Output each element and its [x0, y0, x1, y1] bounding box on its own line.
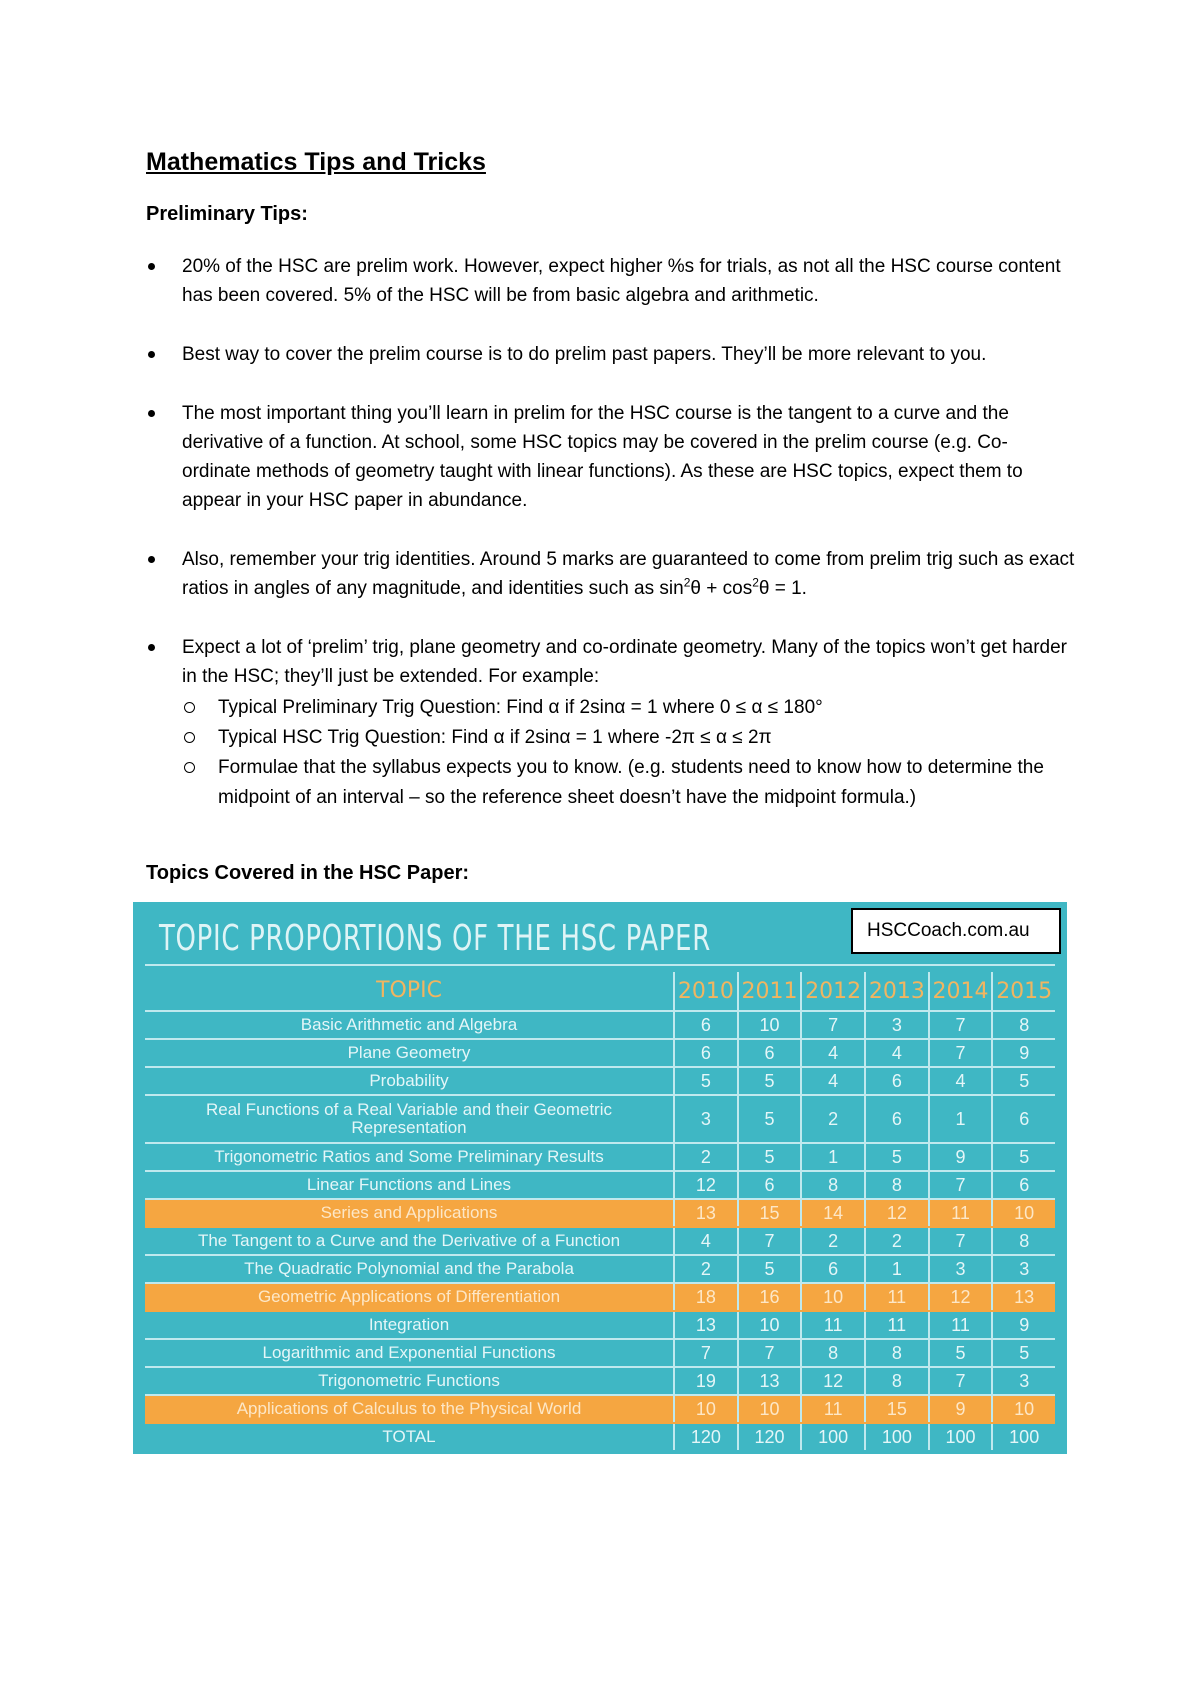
tip-text: The most important thing you’ll learn in prelim for the HSC course is the tangent to a curve and the derivative of a function. At school, some HSC topics may be covered in the prelim course (e.g. Co-ordinate methods of geometry taught with linear functions). As these are HSC topics, expect them to appear in your HSC paper in abundance.: [182, 403, 1023, 511]
mark-cell: 7: [930, 1228, 994, 1254]
mark-cell: 1: [802, 1144, 866, 1170]
mark-cell: 12: [675, 1172, 739, 1198]
mark-cell: 10: [739, 1012, 803, 1038]
mark-cell: 12: [802, 1368, 866, 1394]
year-column-header: 2011: [739, 972, 803, 1010]
mark-cell: 2: [802, 1228, 866, 1254]
topic-cell: Logarithmic and Exponential Functions: [145, 1340, 675, 1366]
mark-cell: 11: [930, 1200, 994, 1226]
example-item: Typical Preliminary Trig Question: Find α if 2sinα = 1 where 0 ≤ α ≤ 180°: [146, 693, 1076, 723]
preliminary-tips-heading: Preliminary Tips:: [146, 203, 308, 225]
mark-cell: 4: [802, 1040, 866, 1066]
topic-cell: Linear Functions and Lines: [145, 1172, 675, 1198]
trig-identity: $\sin^2\theta + \cos^2\theta = 1$.: [659, 575, 807, 599]
mark-cell: 10: [1014, 1398, 1035, 1419]
mark-cell: 13: [739, 1368, 803, 1394]
mark-cell: 5: [1019, 1146, 1030, 1167]
mark-cell: 8: [802, 1172, 866, 1198]
mark-cell: 1: [930, 1096, 994, 1142]
mark-cell: 6: [675, 1040, 739, 1066]
topic-proportions-infographic: [133, 902, 1067, 1454]
table-row: [145, 1312, 1055, 1340]
mark-cell: 7: [739, 1340, 803, 1366]
mark-cell: 7: [930, 1040, 994, 1066]
topic-cell: Integration: [145, 1312, 675, 1338]
total-label: TOTAL: [145, 1424, 675, 1450]
table-row: [145, 1172, 1055, 1200]
table-row: [145, 1228, 1055, 1256]
total-cell: 120: [675, 1424, 739, 1450]
mark-cell: 6: [1019, 1174, 1030, 1195]
tip-item: [146, 399, 1076, 515]
mark-cell: 7: [930, 1368, 994, 1394]
topic-cell: Plane Geometry: [145, 1040, 675, 1066]
tip-item: [146, 340, 1076, 369]
mark-cell: 5: [1019, 1070, 1030, 1091]
topics-heading: Topics Covered in the HSC Paper:: [146, 862, 470, 884]
mark-cell: 8: [866, 1340, 930, 1366]
table-row: [145, 1068, 1055, 1096]
mark-cell: 6: [866, 1096, 930, 1142]
mark-cell: 11: [866, 1312, 930, 1338]
topic-cell: Trigonometric Ratios and Some Preliminary Results: [145, 1144, 675, 1170]
mark-cell: 13: [675, 1312, 739, 1338]
mark-cell: 10: [739, 1396, 803, 1422]
year-column-header: 2013: [866, 972, 930, 1010]
mark-cell: 1: [866, 1256, 930, 1282]
bullet-icon: [148, 410, 155, 417]
table-row: [145, 1040, 1055, 1068]
table-row: [145, 1340, 1055, 1368]
mark-cell: 13: [1014, 1286, 1035, 1307]
highlighted-table-row: [145, 1284, 1055, 1312]
mark-cell: 4: [802, 1068, 866, 1094]
topic-column-header: TOPIC: [145, 972, 675, 1010]
mark-cell: 11: [802, 1396, 866, 1422]
mark-cell: 7: [930, 1172, 994, 1198]
mark-cell: 6: [675, 1012, 739, 1038]
mark-cell: 16: [739, 1284, 803, 1310]
tips-list: [146, 252, 1076, 813]
bullet-icon: [148, 644, 155, 651]
mark-cell: 11: [930, 1312, 994, 1338]
mark-cell: 3: [1019, 1370, 1030, 1391]
mark-cell: 8: [1019, 1014, 1030, 1035]
document-title: Mathematics Tips and Tricks: [146, 148, 486, 176]
mark-cell: 5: [866, 1144, 930, 1170]
topic-cell: Trigonometric Functions: [145, 1368, 675, 1394]
mark-cell: 18: [675, 1284, 739, 1310]
highlighted-table-row: [145, 1200, 1055, 1228]
mark-cell: 13: [675, 1200, 739, 1226]
table-row: [145, 1256, 1055, 1284]
mark-cell: 19: [675, 1368, 739, 1394]
year-column-header: 2014: [930, 972, 994, 1010]
tip-text: Best way to cover the prelim course is to do prelim past papers. They’ll be more relevant to you.: [182, 344, 987, 365]
mark-cell: 15: [739, 1200, 803, 1226]
mark-cell: 12: [866, 1200, 930, 1226]
tip-text: 20% of the HSC are prelim work. However, expect higher %s for trials, as not all the HSC course content has been covered. 5% of the HSC will be from basic algebra and arithmetic.: [182, 256, 1061, 306]
table-row: [145, 1144, 1055, 1172]
mark-cell: 15: [866, 1396, 930, 1422]
topic-cell: Probability: [145, 1068, 675, 1094]
topic-cell: The Tangent to a Curve and the Derivative of a Function: [145, 1228, 675, 1254]
mark-cell: 7: [675, 1340, 739, 1366]
mark-cell: 3: [930, 1256, 994, 1282]
total-row: [145, 1424, 1055, 1450]
total-cell: 100: [930, 1424, 994, 1450]
year-column-header: 2012: [802, 972, 866, 1010]
year-column-header: 2015: [996, 978, 1053, 1004]
tip-text: Also, remember your trig identities. Around 5 marks are guaranteed to come from prelim trig such as exact ratios in angles of any magnitude, and identities such as: [182, 549, 1075, 599]
mark-cell: 10: [675, 1396, 739, 1422]
mark-cell: 10: [802, 1284, 866, 1310]
topic-cell: Applications of Calculus to the Physical World: [145, 1396, 675, 1422]
mark-cell: 2: [802, 1096, 866, 1142]
mark-cell: 3: [675, 1096, 739, 1142]
infographic-title: TOPIC PROPORTIONS OF THE HSC PAPER: [159, 918, 711, 959]
mark-cell: 11: [802, 1312, 866, 1338]
mark-cell: 5: [739, 1256, 803, 1282]
tip-item: [146, 633, 1076, 813]
website-watermark: HSCCoach.com.au: [851, 908, 1061, 954]
mark-cell: 6: [1019, 1108, 1030, 1129]
mark-cell: 9: [930, 1144, 994, 1170]
mark-cell: 6: [739, 1040, 803, 1066]
mark-cell: 2: [675, 1256, 739, 1282]
mark-cell: 3: [1019, 1258, 1030, 1279]
circle-bullet-icon: [184, 702, 195, 713]
mark-cell: 4: [866, 1040, 930, 1066]
topic-cell: Series and Applications: [145, 1200, 675, 1226]
topic-cell: Geometric Applications of Differentiation: [145, 1284, 675, 1310]
mark-cell: 11: [866, 1284, 930, 1310]
table-header-row: [145, 972, 1055, 1012]
example-item: Typical HSC Trig Question: Find α if 2sinα = 1 where -2π ≤ α ≤ 2π: [146, 723, 1076, 753]
example-item: Formulae that the syllabus expects you to know. (e.g. students need to know how to determine the midpoint of an interval – so the reference sheet doesn’t have the midpoint formula.): [146, 753, 1076, 813]
tip-item: [146, 252, 1076, 310]
mark-cell: 14: [802, 1200, 866, 1226]
mark-cell: 5: [739, 1144, 803, 1170]
mark-cell: 9: [930, 1396, 994, 1422]
mark-cell: 4: [675, 1228, 739, 1254]
mark-cell: 7: [739, 1228, 803, 1254]
mark-cell: 2: [675, 1144, 739, 1170]
mark-cell: 6: [802, 1256, 866, 1282]
table-row: [145, 1012, 1055, 1040]
mark-cell: 6: [866, 1068, 930, 1094]
bullet-icon: [148, 556, 155, 563]
year-column-header: 2010: [675, 972, 739, 1010]
circle-bullet-icon: [184, 732, 195, 743]
tip-item: [146, 545, 1076, 603]
header-divider: [145, 964, 1055, 966]
mark-cell: 5: [930, 1340, 994, 1366]
mark-cell: 10: [739, 1312, 803, 1338]
bullet-icon: [148, 263, 155, 270]
circle-bullet-icon: [184, 762, 195, 773]
topic-cell: Real Functions of a Real Variable and their Geometric Representation: [145, 1096, 675, 1142]
mark-cell: 3: [866, 1012, 930, 1038]
bullet-icon: [148, 351, 155, 358]
mark-cell: 5: [739, 1096, 803, 1142]
topic-cell: Basic Arithmetic and Algebra: [145, 1012, 675, 1038]
mark-cell: 2: [866, 1228, 930, 1254]
total-cell: 120: [739, 1424, 803, 1450]
table-row: [145, 1368, 1055, 1396]
mark-cell: 8: [866, 1368, 930, 1394]
mark-cell: 12: [930, 1284, 994, 1310]
mark-cell: 5: [739, 1068, 803, 1094]
highlighted-table-row: [145, 1396, 1055, 1424]
example-list: [182, 693, 1076, 813]
mark-cell: 10: [1014, 1202, 1035, 1223]
mark-cell: 4: [930, 1068, 994, 1094]
mark-cell: 8: [802, 1340, 866, 1366]
table-row: [145, 1096, 1055, 1144]
topic-table: [145, 972, 1055, 1450]
total-cell: 100: [866, 1424, 930, 1450]
mark-cell: 8: [1019, 1230, 1030, 1251]
topic-cell: The Quadratic Polynomial and the Parabola: [145, 1256, 675, 1282]
mark-cell: 7: [802, 1012, 866, 1038]
mark-cell: 5: [675, 1068, 739, 1094]
mark-cell: 9: [1019, 1042, 1030, 1063]
mark-cell: 8: [866, 1172, 930, 1198]
mark-cell: 9: [1019, 1314, 1030, 1335]
total-cell: 100: [802, 1424, 866, 1450]
mark-cell: 6: [739, 1172, 803, 1198]
mark-cell: 5: [1019, 1342, 1030, 1363]
tip-text: Expect a lot of ‘prelim’ trig, plane geometry and co-ordinate geometry. Many of the topics won’t get harder in the HSC; they’ll just be extended. For example:: [182, 637, 1068, 687]
total-cell: 100: [1009, 1426, 1040, 1447]
mark-cell: 7: [930, 1012, 994, 1038]
